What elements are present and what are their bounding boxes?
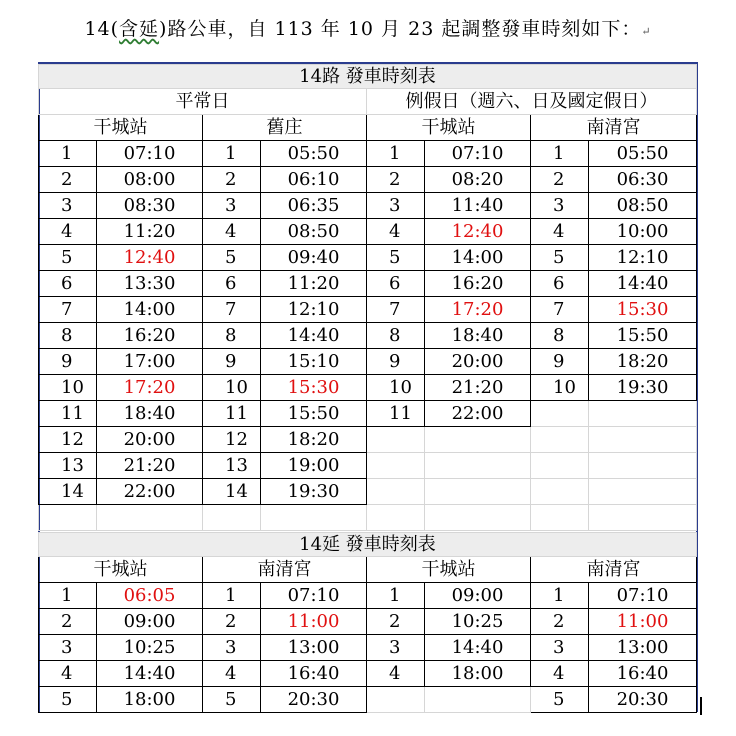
departure-time-cell: 18:20 — [261, 427, 367, 453]
run-number-cell: 13 — [39, 453, 97, 479]
departure-time-cell: 16:40 — [589, 661, 697, 687]
run-number-cell — [531, 401, 589, 427]
table-row — [39, 375, 697, 401]
title-highlight: 含延 — [119, 18, 160, 40]
station-header: 干城站 — [367, 557, 531, 583]
departure-time-cell — [589, 479, 697, 505]
departure-time-cell: 16:20 — [97, 323, 203, 349]
departure-time-cell: 14:40 — [425, 635, 531, 661]
table-row — [39, 609, 697, 635]
run-number-cell: 8 — [39, 323, 97, 349]
run-number-cell — [367, 453, 425, 479]
departure-time-cell: 08:50 — [589, 193, 697, 219]
run-number-cell: 11 — [39, 401, 97, 427]
departure-time-cell: 07:10 — [261, 583, 367, 609]
departure-time-cell: 09:00 — [97, 609, 203, 635]
run-number-cell — [367, 479, 425, 505]
run-number-cell: 12 — [203, 427, 261, 453]
run-number-cell — [531, 479, 589, 505]
departure-time-cell: 11:00 — [261, 609, 367, 635]
departure-time-cell: 05:50 — [589, 141, 697, 167]
run-number-cell: 5 — [203, 245, 261, 271]
station-header: 舊庄 — [203, 115, 367, 141]
departure-time-cell: 22:00 — [97, 479, 203, 505]
run-number-cell: 10 — [531, 375, 589, 401]
departure-time-cell: 18:00 — [425, 661, 531, 687]
station-header: 南清宮 — [531, 557, 697, 583]
departure-time-cell: 11:00 — [589, 609, 697, 635]
holiday-header: 例假日（週六、日及國定假日） — [367, 89, 697, 115]
route14ext-title: 14延 發車時刻表 — [39, 533, 697, 557]
departure-time-cell: 07:10 — [589, 583, 697, 609]
run-number-cell: 7 — [203, 297, 261, 323]
run-number-cell: 3 — [39, 193, 97, 219]
departure-time-cell — [425, 687, 531, 713]
departure-time-cell: 06:10 — [261, 167, 367, 193]
run-number-cell: 1 — [203, 583, 261, 609]
run-number-cell: 5 — [367, 245, 425, 271]
departure-time-cell: 18:00 — [97, 687, 203, 713]
table-row — [39, 453, 697, 479]
run-number-cell — [367, 427, 425, 453]
run-number-cell: 4 — [39, 219, 97, 245]
departure-time-cell: 07:10 — [97, 141, 203, 167]
run-number-cell: 1 — [367, 583, 425, 609]
run-number-cell — [531, 453, 589, 479]
run-number-cell: 1 — [39, 141, 97, 167]
run-number-cell: 7 — [531, 297, 589, 323]
table-row — [39, 687, 697, 713]
table-row — [39, 219, 697, 245]
departure-time-cell: 21:20 — [425, 375, 531, 401]
departure-time-cell: 21:20 — [97, 453, 203, 479]
run-number-cell: 4 — [39, 661, 97, 687]
table-row — [39, 245, 697, 271]
run-number-cell: 5 — [203, 687, 261, 713]
table-row — [39, 401, 697, 427]
table-row — [39, 141, 697, 167]
departure-time-cell: 17:20 — [425, 297, 531, 323]
run-number-cell: 2 — [203, 609, 261, 635]
station-header: 南清宮 — [531, 115, 697, 141]
run-number-cell: 2 — [39, 167, 97, 193]
departure-time-cell: 13:00 — [261, 635, 367, 661]
table-row — [39, 635, 697, 661]
weekday-header: 平常日 — [39, 89, 367, 115]
departure-time-cell: 19:30 — [261, 479, 367, 505]
run-number-cell: 8 — [531, 323, 589, 349]
run-number-cell: 12 — [39, 427, 97, 453]
departure-time-cell: 08:00 — [97, 167, 203, 193]
departure-time-cell: 05:50 — [261, 141, 367, 167]
run-number-cell: 1 — [531, 141, 589, 167]
departure-time-cell: 06:30 — [589, 167, 697, 193]
departure-time-cell: 06:35 — [261, 193, 367, 219]
departure-time-cell: 12:40 — [425, 219, 531, 245]
departure-time-cell: 10:00 — [589, 219, 697, 245]
departure-time-cell: 12:10 — [261, 297, 367, 323]
table-row — [39, 479, 697, 505]
run-number-cell: 2 — [531, 609, 589, 635]
run-number-cell — [531, 427, 589, 453]
run-number-cell: 3 — [367, 635, 425, 661]
departure-time-cell: 14:40 — [97, 661, 203, 687]
title-suffix: )路公車，自 113 年 10 月 23 起調整發車時刻如下： — [159, 18, 642, 40]
run-number-cell: 4 — [367, 219, 425, 245]
run-number-cell: 1 — [39, 583, 97, 609]
departure-time-cell: 13:30 — [97, 271, 203, 297]
departure-time-cell: 08:30 — [97, 193, 203, 219]
departure-time-cell: 18:20 — [589, 349, 697, 375]
run-number-cell: 10 — [367, 375, 425, 401]
run-number-cell: 1 — [203, 141, 261, 167]
departure-time-cell: 19:00 — [261, 453, 367, 479]
run-number-cell: 5 — [39, 245, 97, 271]
departure-time-cell: 17:20 — [97, 375, 203, 401]
run-number-cell: 6 — [203, 271, 261, 297]
run-number-cell: 1 — [367, 141, 425, 167]
departure-time-cell: 11:20 — [97, 219, 203, 245]
departure-time-cell: 14:40 — [589, 271, 697, 297]
departure-time-cell: 20:30 — [261, 687, 367, 713]
departure-time-cell: 15:30 — [589, 297, 697, 323]
table-row — [39, 193, 697, 219]
run-number-cell: 4 — [203, 661, 261, 687]
departure-time-cell: 20:00 — [97, 427, 203, 453]
departure-time-cell: 08:50 — [261, 219, 367, 245]
run-number-cell: 6 — [531, 271, 589, 297]
run-number-cell: 5 — [531, 687, 589, 713]
departure-time-cell — [425, 453, 531, 479]
departure-time-cell: 12:40 — [97, 245, 203, 271]
table-row — [39, 349, 697, 375]
departure-time-cell: 10:25 — [425, 609, 531, 635]
run-number-cell: 4 — [531, 661, 589, 687]
run-number-cell: 10 — [39, 375, 97, 401]
run-number-cell: 1 — [531, 583, 589, 609]
table-row — [39, 427, 697, 453]
departure-time-cell: 09:00 — [425, 583, 531, 609]
departure-time-cell: 09:40 — [261, 245, 367, 271]
run-number-cell: 4 — [203, 219, 261, 245]
run-number-cell: 3 — [531, 635, 589, 661]
run-number-cell: 5 — [39, 687, 97, 713]
station-header: 南清宮 — [203, 557, 367, 583]
table-row — [39, 297, 697, 323]
paragraph-mark-icon: ↵ — [641, 25, 652, 38]
run-number-cell: 14 — [39, 479, 97, 505]
run-number-cell: 2 — [39, 609, 97, 635]
run-number-cell: 3 — [367, 193, 425, 219]
departure-time-cell: 18:40 — [97, 401, 203, 427]
departure-time-cell: 14:00 — [97, 297, 203, 323]
page-title — [0, 14, 736, 41]
run-number-cell: 9 — [203, 349, 261, 375]
departure-time-cell: 18:40 — [425, 323, 531, 349]
run-number-cell: 9 — [39, 349, 97, 375]
run-number-cell: 7 — [367, 297, 425, 323]
departure-time-cell: 16:40 — [261, 661, 367, 687]
run-number-cell: 2 — [203, 167, 261, 193]
departure-time-cell: 13:00 — [589, 635, 697, 661]
run-number-cell: 3 — [39, 635, 97, 661]
station-header: 干城站 — [39, 115, 203, 141]
departure-time-cell: 11:40 — [425, 193, 531, 219]
table-row — [39, 583, 697, 609]
departure-time-cell: 15:30 — [261, 375, 367, 401]
route14ext-timetable — [38, 532, 697, 713]
table-row — [39, 167, 697, 193]
run-number-cell: 6 — [367, 271, 425, 297]
run-number-cell: 3 — [531, 193, 589, 219]
run-number-cell: 3 — [203, 193, 261, 219]
run-number-cell: 2 — [531, 167, 589, 193]
run-number-cell — [367, 687, 425, 713]
departure-time-cell — [425, 479, 531, 505]
departure-time-cell: 07:10 — [425, 141, 531, 167]
departure-time-cell: 14:00 — [425, 245, 531, 271]
route14-title: 14路 發車時刻表 — [39, 65, 697, 89]
run-number-cell: 2 — [367, 167, 425, 193]
departure-time-cell: 20:30 — [589, 687, 697, 713]
title-prefix: 14( — [84, 18, 120, 40]
departure-time-cell: 11:20 — [261, 271, 367, 297]
departure-time-cell: 12:10 — [589, 245, 697, 271]
run-number-cell: 2 — [367, 609, 425, 635]
departure-time-cell: 17:00 — [97, 349, 203, 375]
run-number-cell: 10 — [203, 375, 261, 401]
departure-time-cell — [425, 427, 531, 453]
run-number-cell: 4 — [531, 219, 589, 245]
run-number-cell: 14 — [203, 479, 261, 505]
station-header: 干城站 — [367, 115, 531, 141]
table-row — [39, 661, 697, 687]
run-number-cell: 13 — [203, 453, 261, 479]
departure-time-cell: 06:05 — [97, 583, 203, 609]
departure-time-cell: 10:25 — [97, 635, 203, 661]
departure-time-cell: 15:50 — [589, 323, 697, 349]
departure-time-cell — [589, 453, 697, 479]
run-number-cell: 11 — [367, 401, 425, 427]
departure-time-cell: 16:20 — [425, 271, 531, 297]
route14-timetable — [38, 64, 697, 531]
run-number-cell: 5 — [531, 245, 589, 271]
run-number-cell: 8 — [203, 323, 261, 349]
text-cursor — [700, 697, 702, 715]
station-header: 干城站 — [39, 557, 203, 583]
departure-time-cell: 15:10 — [261, 349, 367, 375]
run-number-cell: 9 — [531, 349, 589, 375]
run-number-cell: 4 — [367, 661, 425, 687]
departure-time-cell: 08:20 — [425, 167, 531, 193]
departure-time-cell: 19:30 — [589, 375, 697, 401]
departure-time-cell — [589, 401, 697, 427]
departure-time-cell: 14:40 — [261, 323, 367, 349]
run-number-cell: 9 — [367, 349, 425, 375]
departure-time-cell — [589, 427, 697, 453]
run-number-cell: 11 — [203, 401, 261, 427]
run-number-cell: 7 — [39, 297, 97, 323]
run-number-cell: 3 — [203, 635, 261, 661]
run-number-cell: 8 — [367, 323, 425, 349]
table-row — [39, 271, 697, 297]
run-number-cell: 6 — [39, 271, 97, 297]
table-row — [39, 323, 697, 349]
departure-time-cell: 22:00 — [425, 401, 531, 427]
departure-time-cell: 20:00 — [425, 349, 531, 375]
departure-time-cell: 15:50 — [261, 401, 367, 427]
